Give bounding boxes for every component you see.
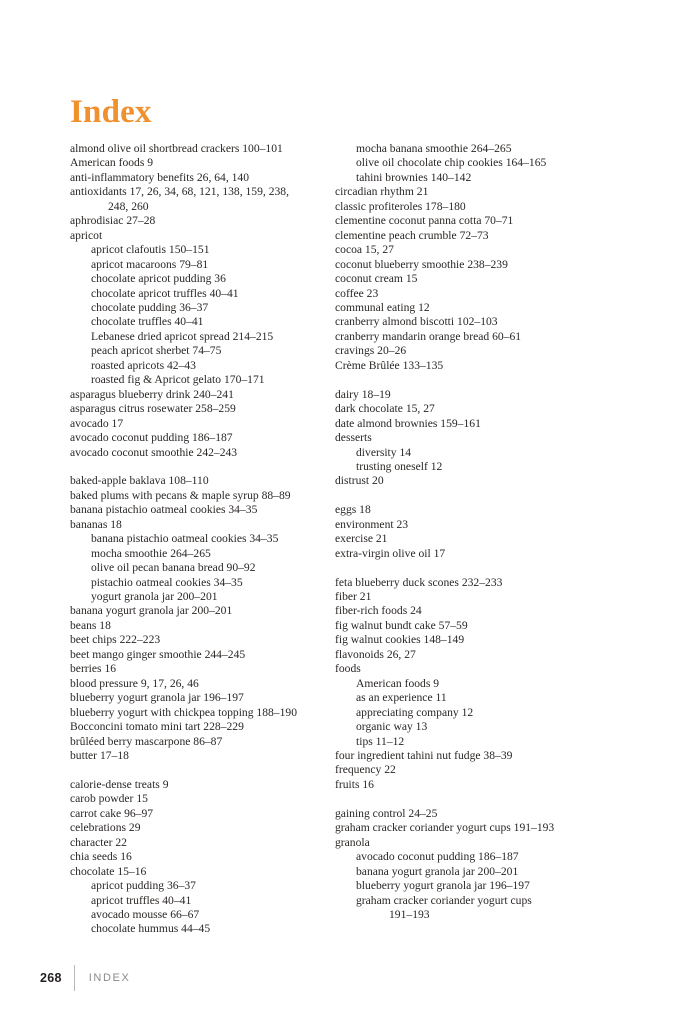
index-entry: character 22 — [70, 835, 127, 849]
index-entry: blood pressure 9, 17, 26, 46 — [70, 676, 199, 690]
index-entry: butter 17–18 — [70, 749, 129, 763]
index-group-gap — [70, 763, 335, 777]
index-column-left — [70, 142, 335, 937]
index-entry: berries 16 — [70, 662, 117, 676]
index-entry: fruits 16 — [335, 777, 374, 791]
index-entry: carrot cake 96–97 — [70, 806, 154, 820]
index-entry: chia seeds 16 — [70, 850, 132, 864]
index-entry: fig walnut cookies 148–149 — [335, 633, 465, 647]
index-subentry: mocha smoothie 264–265 — [91, 546, 211, 560]
index-entry: baked plums with pecans & maple syrup 88–89 — [70, 488, 291, 502]
footer-section-label: INDEX — [88, 972, 131, 984]
index-entry: chocolate 15–16 — [70, 864, 147, 878]
index-entry: dark chocolate 15, 27 — [335, 402, 435, 416]
index-entry: apricot — [70, 228, 103, 242]
index-entry: communal eating 12 — [335, 300, 430, 314]
index-entry: 191–193 — [389, 907, 430, 921]
index-subentry: trusting oneself 12 — [356, 459, 443, 473]
index-entry: carob powder 15 — [70, 792, 148, 806]
index-subentry: tahini brownies 140–142 — [356, 170, 472, 184]
index-subentry: American foods 9 — [356, 676, 440, 690]
index-entry: frequency 22 — [335, 763, 396, 777]
index-entry: banana yogurt granola jar 200–201 — [70, 604, 233, 618]
index-entry: coconut blueberry smoothie 238–239 — [335, 257, 508, 271]
index-entry: American foods 9 — [70, 156, 154, 170]
index-entry: flavonoids 26, 27 — [335, 647, 416, 661]
index-subentry: olive oil chocolate chip cookies 164–165 — [356, 156, 547, 170]
index-entry: granola — [335, 835, 370, 849]
index-entry: feta blueberry duck scones 232–233 — [335, 575, 503, 589]
index-subentry: roasted apricots 42–43 — [91, 358, 196, 372]
index-subentry: avocado mousse 66–67 — [91, 907, 200, 921]
index-entry: beet chips 222–223 — [70, 633, 161, 647]
index-group-gap — [70, 460, 335, 474]
index-entry: celebrations 29 — [70, 821, 141, 835]
index-entry: four ingredient tahini nut fudge 38–39 — [335, 748, 513, 762]
index-entry: fiber 21 — [335, 590, 372, 603]
index-entry: cranberry mandarin orange bread 60–61 — [335, 329, 522, 343]
index-subentry: chocolate apricot truffles 40–41 — [91, 286, 239, 300]
index-group-gap — [335, 792, 610, 806]
index-subentry: as an experience 11 — [356, 691, 447, 705]
page-title: Index — [70, 94, 152, 131]
index-entry: classic profiteroles 178–180 — [335, 199, 466, 213]
index-subentry: graham cracker coriander yogurt cups — [356, 893, 532, 907]
index-entry: asparagus blueberry drink 240–241 — [70, 387, 234, 401]
index-entry: asparagus citrus rosewater 258–259 — [70, 402, 236, 416]
index-subentry: appreciating company 12 — [356, 705, 474, 719]
index-entry: date almond brownies 159–161 — [335, 416, 481, 430]
index-entry: blueberry yogurt with chickpea topping 188–190 — [70, 705, 297, 719]
page-footer — [40, 967, 130, 989]
index-subentry: chocolate hummus 44–45 — [91, 922, 211, 936]
index-subentry: banana pistachio oatmeal cookies 34–35 — [91, 532, 279, 546]
index-subentry: chocolate truffles 40–41 — [91, 315, 204, 329]
index-group-gap — [335, 373, 610, 387]
index-entry: Crème Brûlée 133–135 — [335, 358, 444, 372]
index-subentry: chocolate pudding 36–37 — [91, 300, 209, 314]
index-entry: cocoa 15, 27 — [335, 243, 394, 257]
index-entry: almond olive oil shortbread crackers 100–101 — [70, 142, 283, 155]
index-entry: blueberry yogurt granola jar 196–197 — [70, 691, 244, 705]
index-subentry: diversity 14 — [356, 445, 412, 459]
index-subentry: Lebanese dried apricot spread 214–215 — [91, 329, 274, 343]
index-entry: distrust 20 — [335, 474, 384, 488]
index-subentry: olive oil pecan banana bread 90–92 — [91, 561, 256, 575]
index-entry: graham cracker coriander yogurt cups 191–193 — [335, 821, 555, 835]
index-subentry: pistachio oatmeal cookies 34–35 — [91, 575, 243, 589]
index-subentry: apricot macaroons 79–81 — [91, 257, 209, 271]
index-group-gap — [335, 489, 610, 503]
index-entry: Bocconcini tomato mini tart 228–229 — [70, 720, 244, 734]
index-entry: bananas 18 — [70, 517, 122, 531]
index-entry: dairy 18–19 — [335, 387, 391, 401]
index-columns — [0, 142, 682, 937]
index-entry: avocado coconut smoothie 242–243 — [70, 445, 238, 459]
index-subentry: peach apricot sherbet 74–75 — [91, 344, 222, 358]
index-entry: 248, 260 — [108, 199, 149, 213]
index-entry: clementine peach crumble 72–73 — [335, 228, 489, 242]
index-subentry: yogurt granola jar 200–201 — [91, 590, 218, 604]
index-subentry: blueberry yogurt granola jar 196–197 — [356, 879, 530, 893]
index-entry: calorie-dense treats 9 — [70, 777, 169, 791]
index-subentry: apricot pudding 36–37 — [91, 879, 196, 893]
index-subentry: tips 11–12 — [356, 734, 405, 748]
index-entry: cranberry almond biscotti 102–103 — [335, 315, 498, 329]
index-subentry: organic way 13 — [356, 720, 428, 734]
index-entry: baked-apple baklava 108–110 — [70, 474, 209, 488]
index-entry: circadian rhythm 21 — [335, 185, 429, 199]
index-entry: desserts — [335, 431, 372, 445]
index-entry: anti-inflammatory benefits 26, 64, 140 — [70, 170, 250, 184]
index-entry: coconut cream 15 — [335, 272, 418, 286]
index-subentry: apricot clafoutis 150–151 — [91, 243, 210, 257]
index-subentry: banana yogurt granola jar 200–201 — [356, 864, 519, 878]
index-entry: beet mango ginger smoothie 244–245 — [70, 647, 246, 661]
index-entry: coffee 23 — [335, 286, 379, 300]
index-entry: cravings 20–26 — [335, 344, 407, 358]
index-group-gap — [335, 561, 610, 575]
index-subentry: chocolate apricot pudding 36 — [91, 272, 226, 286]
page-number: 268 — [40, 971, 62, 985]
index-subentry: mocha banana smoothie 264–265 — [356, 142, 512, 155]
index-subentry: roasted fig & Apricot gelato 170–171 — [91, 373, 265, 387]
index-entry: eggs 18 — [335, 503, 371, 517]
index-entry: foods — [335, 662, 361, 676]
index-entry: clementine coconut panna cotta 70–71 — [335, 214, 514, 228]
index-entry: antioxidants 17, 26, 34, 68, 121, 138, 159, 238, — [70, 185, 289, 199]
index-entry: fiber-rich foods 24 — [335, 604, 422, 618]
index-entry: avocado 17 — [70, 416, 124, 430]
index-entry: gaining control 24–25 — [335, 806, 438, 820]
index-entry: environment 23 — [335, 517, 409, 531]
index-entry: banana pistachio oatmeal cookies 34–35 — [70, 503, 258, 517]
index-entry: fig walnut bundt cake 57–59 — [335, 618, 468, 632]
index-entry: avocado coconut pudding 186–187 — [70, 431, 233, 445]
index-entry: aphrodisiac 27–28 — [70, 214, 156, 228]
index-entry: beans 18 — [70, 618, 111, 632]
index-column-right — [335, 142, 610, 922]
index-subentry: avocado coconut pudding 186–187 — [356, 850, 519, 864]
index-entry: extra-virgin olive oil 17 — [335, 546, 446, 560]
index-entry: brûléed berry mascarpone 86–87 — [70, 734, 223, 748]
index-entry: exercise 21 — [335, 532, 388, 546]
index-subentry: apricot truffles 40–41 — [91, 893, 192, 907]
